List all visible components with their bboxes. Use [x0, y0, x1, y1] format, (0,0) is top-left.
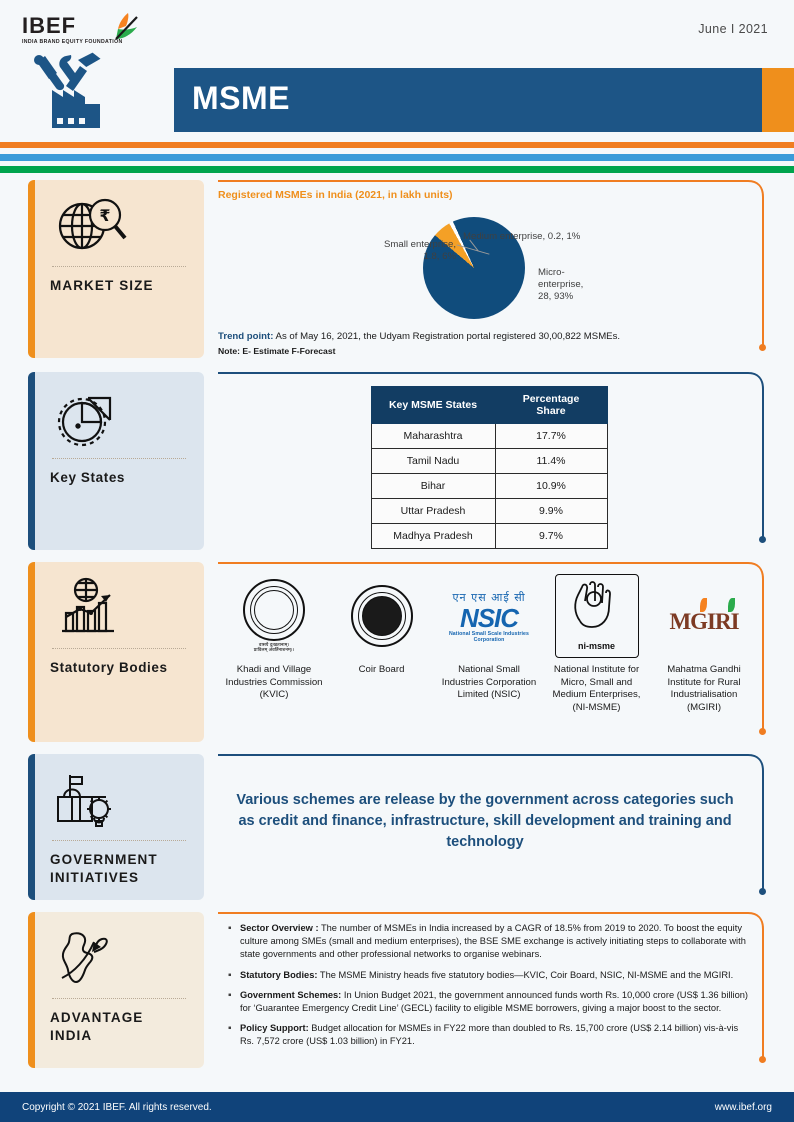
ni-msme-wordmark: ni-msme [577, 641, 615, 651]
panel-government-initiatives [218, 754, 794, 912]
sidebar-divider [52, 648, 186, 649]
section-advantage-india [0, 912, 794, 1080]
sidebar-accent-bar [28, 562, 35, 742]
panel-bracket-corner [732, 372, 766, 394]
content-area [0, 180, 794, 1080]
panel-bracket-right [762, 198, 764, 346]
bullet-body: Budget allocation for MSMEs in FY22 more than doubled to Rs. 15,700 crore (US$ 2.14 billion) vis-à-vis Rs. 7,572 crore (US$ 1.03 billion) in FY21. [240, 1023, 739, 1047]
section-government-initiatives [0, 754, 794, 912]
panel-market-size [218, 180, 794, 372]
sidebar-accent-bar [28, 754, 35, 900]
stripe-green [0, 166, 794, 173]
list-item [228, 969, 754, 982]
nsic-hindi-text: एन एस आई सी [452, 590, 526, 604]
india-map-arrow-icon [50, 926, 188, 990]
globe-magnifier-rupee-icon [50, 194, 188, 258]
panel-statutory-bodies [218, 562, 794, 754]
panel-bracket-corner [732, 754, 766, 776]
stripe-orange [0, 142, 794, 148]
footer-copyright: Copyright © 2021 IBEF. All rights reserved. [22, 1101, 212, 1113]
panel-bracket-corner [732, 180, 766, 202]
globe-bar-chart-growth-icon [50, 576, 188, 640]
list-item [224, 572, 324, 714]
panel-bracket-top [218, 562, 734, 564]
panel-key-states [218, 372, 794, 562]
government-initiatives-text: Various schemes are release by the government across categories such as credit and finance, infrastructure, skill development and training and technology [236, 792, 734, 850]
kvic-sanskrit-motto: वासयै दुःखतानाम्‌। प्राविलम्‌ अवर्तिनाशनम्‌।। [253, 642, 295, 653]
sidebar-accent-bar [28, 180, 35, 358]
table-header-state: Key MSME States [371, 387, 495, 424]
table-cell-share: 9.9% [495, 499, 607, 524]
panel-bracket-dot [759, 536, 766, 543]
list-item [228, 989, 754, 1015]
table-cell-state: Madhya Pradesh [371, 524, 495, 549]
footer-website[interactable]: www.ibef.org [714, 1101, 772, 1113]
nsic-wordmark: NSIC [459, 602, 519, 633]
panel-bracket-right [762, 930, 764, 1058]
gear-pie-chart-icon [50, 386, 188, 450]
sidebar-item-government-initiatives[interactable] [28, 754, 204, 900]
sidebar-accent-bar [28, 372, 35, 550]
sidebar-item-label: MARKET SIZE [50, 278, 154, 293]
table-cell-state: Bihar [371, 474, 495, 499]
table-cell-share: 11.4% [495, 449, 607, 474]
svg-text:₹: ₹ [99, 206, 111, 225]
sidebar-divider [52, 266, 186, 267]
table-cell-share: 9.7% [495, 524, 607, 549]
trend-point [218, 331, 760, 342]
key-states-table [371, 386, 608, 549]
bullet-text [240, 1022, 754, 1048]
ni-msme-hand-graphic [555, 574, 639, 658]
panel-bracket-top [218, 912, 734, 914]
header-date: June I 2021 [698, 22, 768, 36]
sidebar-divider [52, 998, 186, 999]
sidebar-item-label: GOVERNMENT INITIATIVES [50, 852, 158, 885]
sidebar-item-label: Key States [50, 470, 126, 485]
list-item [547, 572, 647, 714]
page-footer [0, 1092, 794, 1122]
kvic-seal-logo [243, 572, 305, 660]
bullet-text [240, 922, 754, 962]
bullet-marker: ▪ [228, 969, 232, 981]
sidebar-divider [52, 840, 186, 841]
list-item [439, 572, 539, 714]
coir-board-seal-logo [351, 572, 413, 660]
sidebar-item-label: ADVANTAGE INDIA [50, 1010, 144, 1043]
ni-msme-hand-logo [555, 572, 639, 660]
table-row [371, 474, 607, 499]
pie-label-micro: Micro- enterprise, 28, 93% [538, 267, 584, 302]
section-market-size [0, 180, 794, 372]
sidebar-item-advantage-india[interactable] [28, 912, 204, 1068]
ibef-logo-word: IBEF [22, 13, 77, 38]
panel-bracket-dot [759, 728, 766, 735]
list-item [654, 572, 754, 714]
bullet-marker: ▪ [228, 1023, 232, 1035]
bullet-body: The MSME Ministry heads five statutory bodies—KVIC, Coir Board, NSIC, NI-MSME and the MGIRI. [317, 969, 734, 980]
bullet-title: Statutory Bodies: [240, 969, 318, 980]
kvic-seal-graphic [243, 579, 305, 641]
chart-note: Note: E- Estimate F-Forecast [218, 346, 336, 356]
bullet-text [240, 989, 754, 1015]
panel-bracket-top [218, 754, 734, 756]
sidebar-item-statutory-bodies[interactable] [28, 562, 204, 742]
bullet-marker: ▪ [228, 923, 232, 934]
logo-caption: Khadi and Village Industries Commission (KVIC) [225, 664, 323, 700]
pie-label-small: Small enterprise, 1.8, 6% [384, 239, 456, 262]
logo-caption: National Small Industries Corporation Limited (NSIC) [441, 664, 537, 700]
advantage-bullet-list [218, 912, 760, 1049]
table-cell-share: 10.9% [495, 474, 607, 499]
title-bar-accent [762, 68, 794, 132]
table-row [371, 524, 607, 549]
panel-bracket-corner [732, 562, 766, 584]
sidebar-item-key-states[interactable] [28, 372, 204, 550]
panel-bracket-corner [732, 912, 766, 934]
nsic-logo [439, 572, 539, 660]
pie-chart [218, 205, 760, 325]
panel-bracket-dot [759, 888, 766, 895]
section-statutory-bodies [0, 562, 794, 754]
table-row [371, 424, 607, 449]
panel-bracket-top [218, 180, 734, 182]
government-building-bulb-gear-icon [50, 768, 188, 832]
panel-bracket-top [218, 372, 734, 374]
list-item [332, 572, 432, 714]
section-key-states [0, 372, 794, 562]
ibef-logo [22, 14, 134, 50]
panel-advantage-india [218, 912, 794, 1080]
coir-seal-graphic [351, 585, 413, 647]
bullet-body: The number of MSMEs in India increased by a CAGR of 18.5% from 2019 to 2020. To boost the equity culture among SMEs (small and medium enterprises), the BSE SME exchange is actively initiating steps to collaborate with state governments and other professional networks to organise webinars. [240, 923, 746, 960]
bullet-title: Sector Overview : [240, 923, 319, 933]
trend-point-text: As of May 16, 2021, the Udyam Registration portal registered 30,00,822 MSMEs. [273, 331, 621, 342]
coir-seal-core [362, 596, 402, 636]
sidebar-item-label: Statutory Bodies [50, 660, 168, 675]
table-header-row [371, 387, 607, 424]
bullet-title: Government Schemes: [240, 989, 342, 1000]
panel-bracket-right [762, 390, 764, 538]
bullet-title: Policy Support: [240, 1023, 309, 1034]
tools-factory-icon [30, 52, 120, 134]
ibef-logo-tagline: INDIA BRAND EQUITY FOUNDATION [22, 39, 123, 45]
nsic-subtitle: National Small Scale Industries Corporation [448, 630, 530, 643]
table-cell-state: Tamil Nadu [371, 449, 495, 474]
indian-flag-kite-icon [106, 12, 140, 42]
sidebar-item-market-size[interactable] [28, 180, 204, 358]
mgiri-logo [669, 572, 738, 660]
mgiri-wordmark: MGIRI [669, 609, 739, 634]
logo-caption: Coir Board [358, 664, 405, 675]
logo-caption: Mahatma Gandhi Institute for Rural Industrialisation (MGIRI) [667, 664, 741, 713]
panel-bracket-right [762, 580, 764, 730]
list-item [228, 922, 754, 962]
sidebar-divider [52, 458, 186, 459]
panel-bracket-dot [759, 1056, 766, 1063]
page-header [0, 0, 794, 138]
statutory-logo-list [218, 562, 760, 714]
table-row [371, 449, 607, 474]
logo-caption: National Institute for Micro, Small and Medium Enterprises, (NI-MSME) [552, 664, 641, 713]
kvic-seal-core [254, 590, 294, 630]
panel-bracket-right [762, 772, 764, 890]
table-cell-share: 17.7% [495, 424, 607, 449]
list-item [228, 1022, 754, 1048]
pie-label-medium: Medium enterprise, 0.2, 1% [463, 231, 581, 242]
chart-title: Registered MSMEs in India (2021, in lakh units) [218, 189, 453, 201]
panel-bracket-dot [759, 344, 766, 351]
page-title: MSME [192, 80, 290, 116]
table-cell-state: Maharashtra [371, 424, 495, 449]
bullet-text [240, 969, 733, 982]
table-cell-state: Uttar Pradesh [371, 499, 495, 524]
bullet-marker: ▪ [228, 989, 232, 1001]
sidebar-accent-bar [28, 912, 35, 1068]
key-states-table-wrap [218, 372, 760, 549]
table-header-share: Percentage Share [495, 387, 607, 424]
bullet-body: In Union Budget 2021, the government announced funds worth Rs. 10,000 crore (US$ 1.36 billion) for ‘Guarantee Emergency Credit Line’ (GECL) facility to eligible MSME borrowers, giving a major boost to the sector. [240, 989, 749, 1014]
stripe-blue [0, 154, 794, 161]
table-row [371, 499, 607, 524]
trend-point-label: Trend point: [218, 331, 274, 342]
